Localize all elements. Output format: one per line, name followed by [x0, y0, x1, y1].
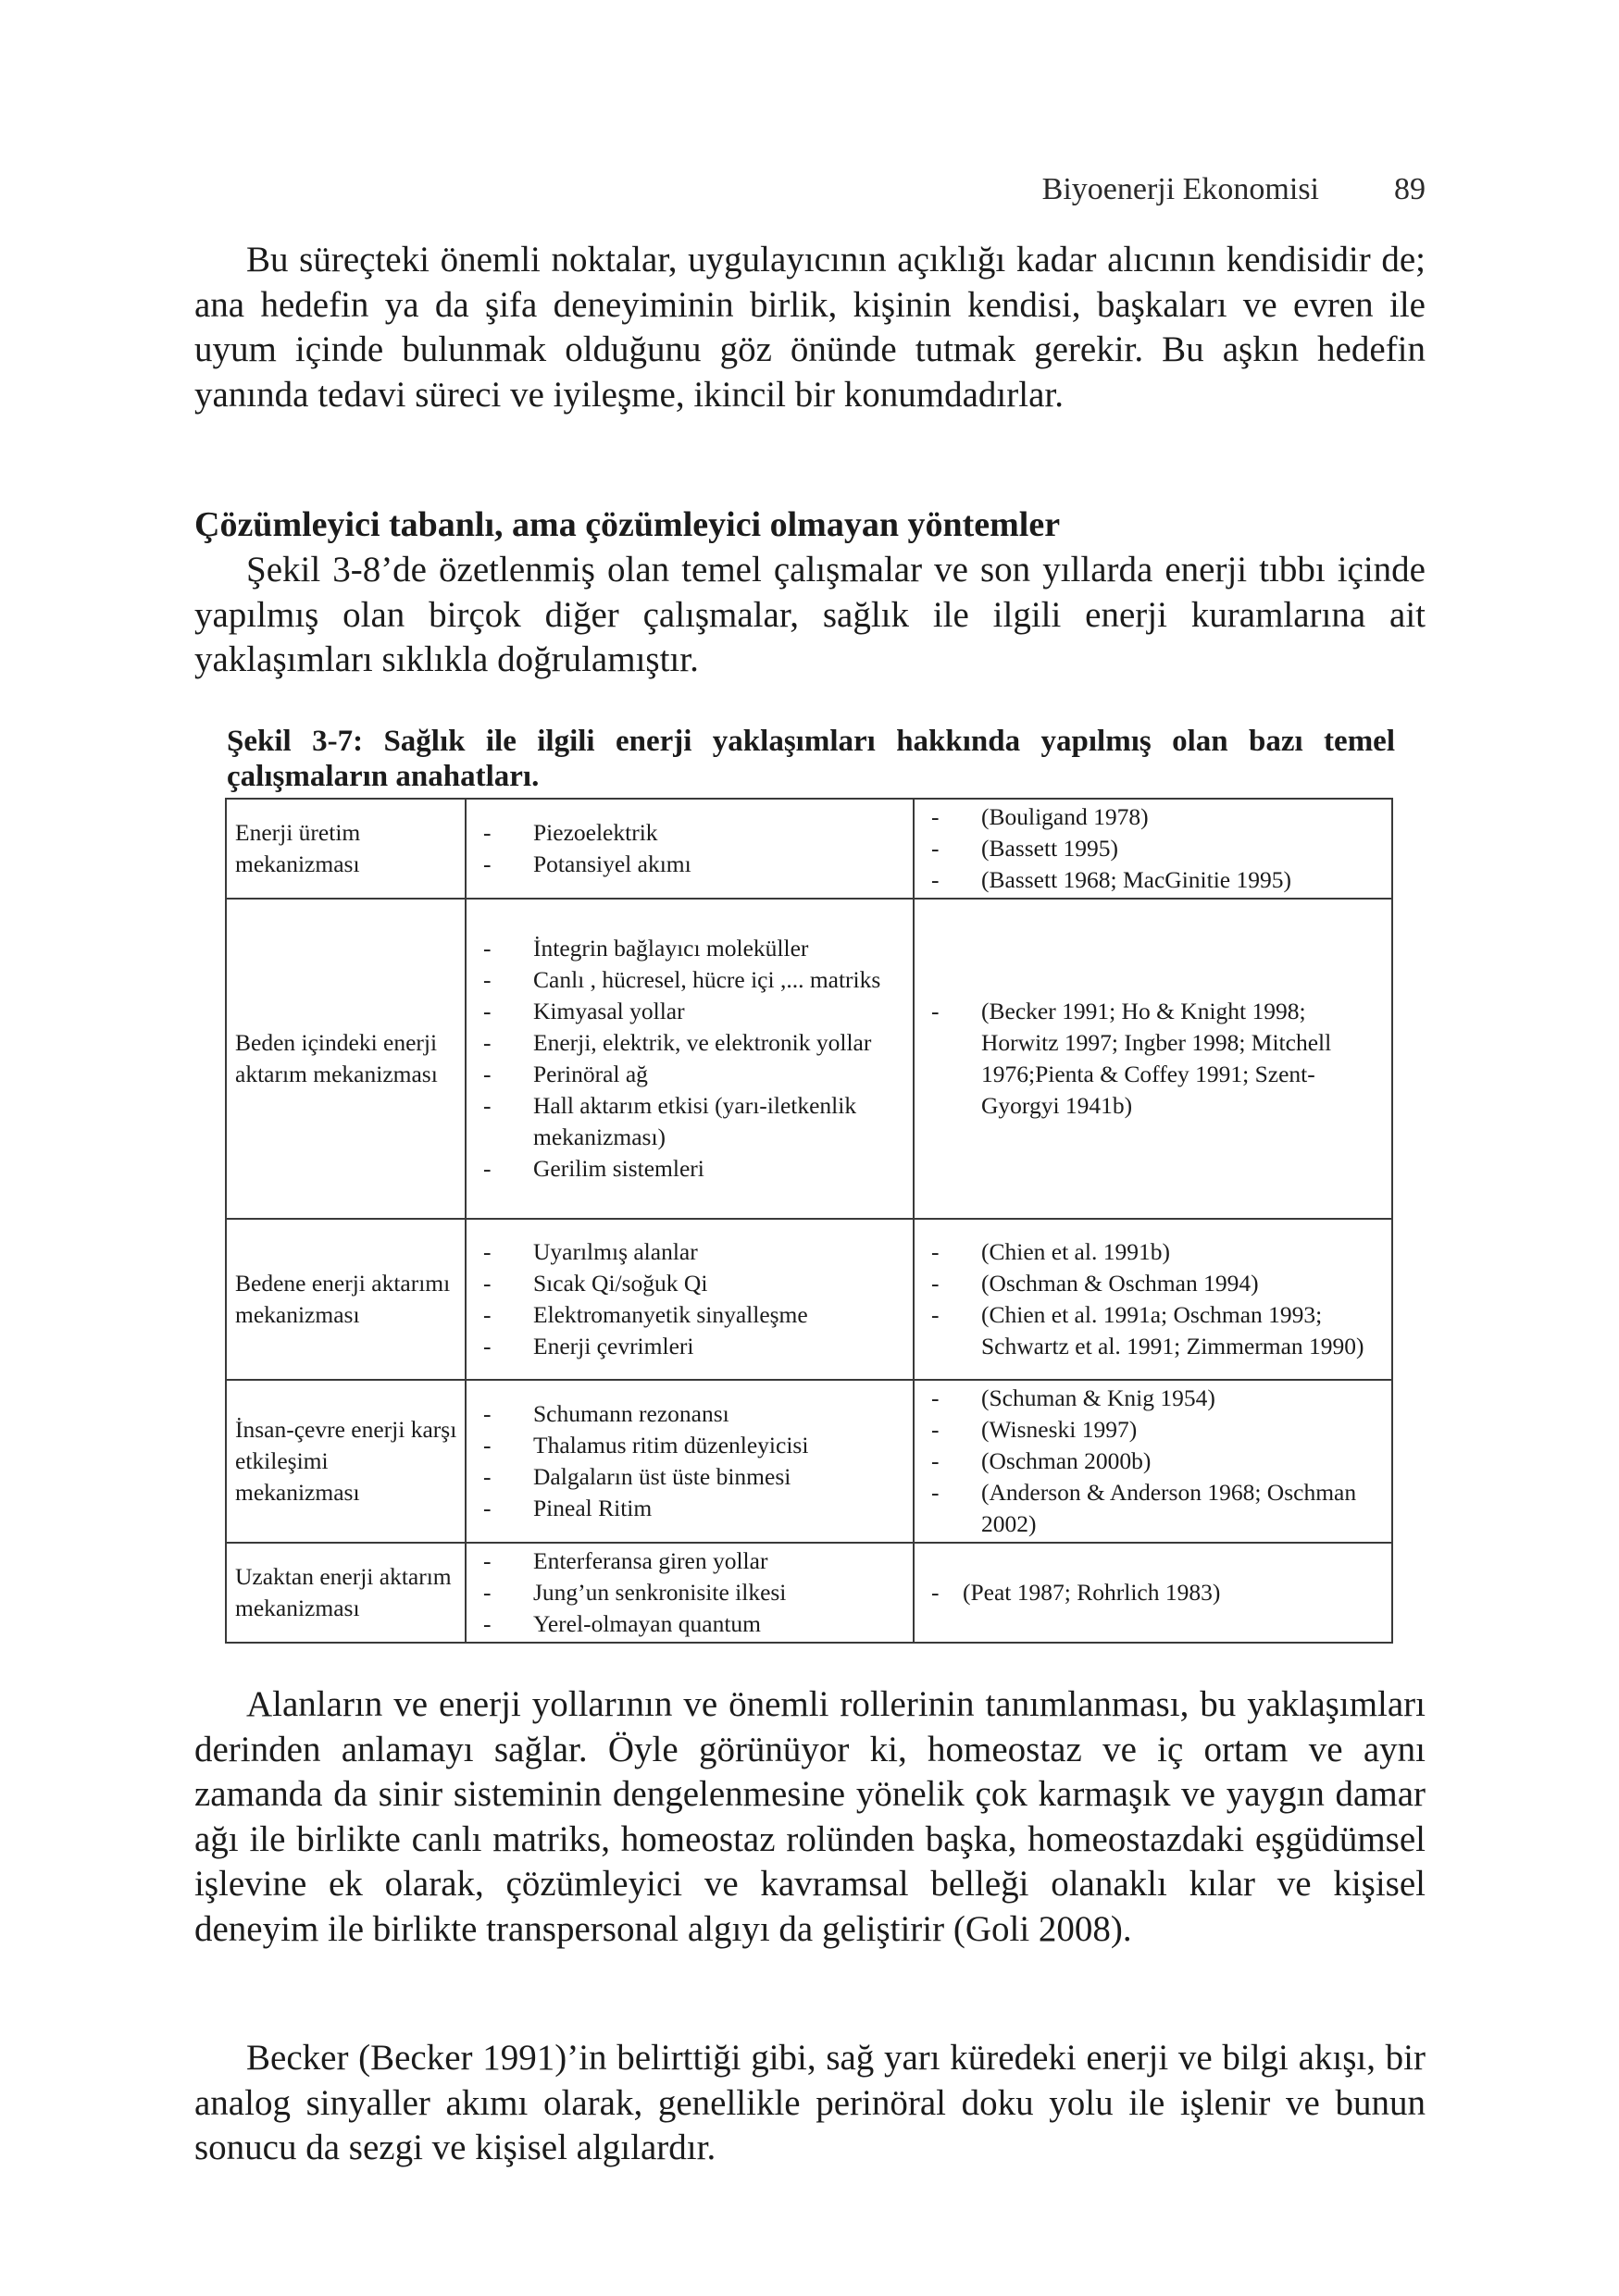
paragraph-1: Bu süreçteki önemli noktalar, uygulayıcının açıklığı kadar alıcının kendisidir de; ana hedefin ya da şifa deneyiminin birlik, kişinin kendisi, başkaları ve evren ile uyum içinde bulunmak olduğunu göz önünde tutmak gerekir. Bu aşkın hedefin yanında tedavi süreci ve iyileşme, ikincil bir konumdadırlar.	[194, 240, 1426, 415]
list-item: - (Chien et al. 1991a; Oschman 1993; Schwartz et al. 1991; Zimmerman 1990)	[928, 1299, 1384, 1362]
table-row	[226, 1543, 1392, 1643]
table-cell-items	[466, 1543, 914, 1643]
list-item: - Jung’un senkronisite ilkesi	[479, 1577, 905, 1608]
section-heading: Çözümleyici tabanlı, ama çözümleyici olmayan yöntemler	[194, 505, 1061, 544]
list-item: - Enterferansa giren yollar	[479, 1545, 905, 1577]
table-cell-items	[466, 899, 914, 1219]
table-cell-refs	[914, 1543, 1392, 1643]
list-item: - Potansiyel akımı	[479, 849, 905, 880]
list-item: - Sıcak Qi/soğuk Qi	[479, 1268, 905, 1299]
table-row	[226, 799, 1392, 899]
list-item: - Perinöral ağ	[479, 1059, 905, 1090]
list-item: - (Bouligand 1978)	[928, 801, 1384, 833]
list-item: - (Becker 1991; Ho & Knight 1998; Horwitz 1997; Ingber 1998; Mitchell 1976;Pienta & Coffey 1991; Szent-Gyorgyi 1941b)	[928, 996, 1384, 1122]
table-cell-items	[466, 799, 914, 899]
table-cell-category: Enerji üretim mekanizması	[226, 799, 466, 899]
table-cell-refs	[914, 799, 1392, 899]
table-row	[226, 1380, 1392, 1543]
table-cell-refs	[914, 1219, 1392, 1380]
list-item: - Enerji çevrimleri	[479, 1331, 905, 1362]
list-item: - Hall aktarım etkisi (yarı-iletkenlik mekanizması)	[479, 1090, 905, 1153]
list-item: - (Oschman 2000b)	[928, 1446, 1384, 1477]
paragraph-2: Şekil 3-8’de özetlenmiş olan temel çalışmalar ve son yıllarda enerji tıbbı içinde yapılmış olan birçok diğer çalışmalar, sağlık ile ilgili enerji kuramlarına ait yaklaşımları sıklıkla doğrulamıştır.	[194, 550, 1426, 679]
table-cell-category: Beden içindeki enerji aktarım mekanizması	[226, 899, 466, 1219]
list-item: - (Bassett 1968; MacGinitie 1995)	[928, 864, 1384, 896]
table-row	[226, 1219, 1392, 1380]
list-item: - Pineal Ritim	[479, 1493, 905, 1524]
list-item: - Thalamus ritim düzenleyicisi	[479, 1430, 905, 1461]
list-item: - Elektromanyetik sinyalleşme	[479, 1299, 905, 1331]
list-item: - Piezoelektrik	[479, 817, 905, 849]
table-cell-category: İnsan-çevre enerji karşı etkileşimi mekanizması	[226, 1380, 466, 1543]
list-item: - Dalgaların üst üste binmesi	[479, 1461, 905, 1493]
table-cell-category: Uzaktan enerji aktarım mekanizması	[226, 1543, 466, 1643]
page-number: 89	[1394, 172, 1426, 206]
table-cell-refs	[914, 1380, 1392, 1543]
paragraph-4: Becker (Becker 1991)’in belirttiği gibi, sağ yarı küredeki enerji ve bilgi akışı, bir analog sinyaller akımı olarak, genellikle perinöral doku yolu ile işlenir ve bunun sonucu da sezgi ve kişisel algılardır.	[194, 2038, 1426, 2167]
list-item: - Kimyasal yollar	[479, 996, 905, 1027]
list-item: - (Bassett 1995)	[928, 833, 1384, 864]
table-row	[226, 899, 1392, 1219]
list-item: - Gerilim sistemleri	[479, 1153, 905, 1185]
list-item: - Enerji, elektrik, ve elektronik yollar	[479, 1027, 905, 1059]
table-cell-refs	[914, 899, 1392, 1219]
table-cell-category: Bedene enerji aktarımı mekanizması	[226, 1219, 466, 1380]
list-item: - (Chien et al. 1991b)	[928, 1236, 1384, 1268]
figure-caption: Şekil 3-7: Sağlık ile ilgili enerji yaklaşımları hakkında yapılmış olan bazı temel çalışmaların anahatları.	[227, 725, 1395, 793]
paragraph-3: Alanların ve enerji yollarının ve önemli rollerinin tanımlanması, bu yaklaşımları derinden anlamayı sağlar. Öyle görünüyor ki, homeostaz ve iç ortam ve aynı zamanda da sinir sisteminin dengelenmesine yönelik çok karmaşık ve yaygın damar ağı ile birlikte canlı matriks, homeostaz rolünden başka, homeostazdaki eşgüdümsel işlevine ek olarak, çözümleyici ve kavramsal belleği olanaklı kılar ve kişisel deneyim ile birlikte transpersonal algıyı da geliştirir (Goli 2008).	[194, 1684, 1426, 1949]
list-item: - Canlı , hücresel, hücre içi ,... matriks	[479, 964, 905, 996]
figure-table	[225, 798, 1393, 1644]
list-item: - (Wisneski 1997)	[928, 1414, 1384, 1446]
list-item: - İntegrin bağlayıcı moleküller	[479, 933, 905, 964]
list-item: - (Peat 1987; Rohrlich 1983)	[928, 1577, 1384, 1608]
table-cell-items	[466, 1380, 914, 1543]
list-item: - (Schuman & Knig 1954)	[928, 1383, 1384, 1414]
list-item: - Schumann rezonansı	[479, 1398, 905, 1430]
list-item: - (Oschman & Oschman 1994)	[928, 1268, 1384, 1299]
list-item: - (Anderson & Anderson 1968; Oschman 2002)	[928, 1477, 1384, 1540]
list-item: - Yerel-olmayan quantum	[479, 1608, 905, 1640]
running-header-title: Biyoenerji Ekonomisi	[1041, 172, 1319, 206]
list-item: - Uyarılmış alanlar	[479, 1236, 905, 1268]
table-cell-items	[466, 1219, 914, 1380]
